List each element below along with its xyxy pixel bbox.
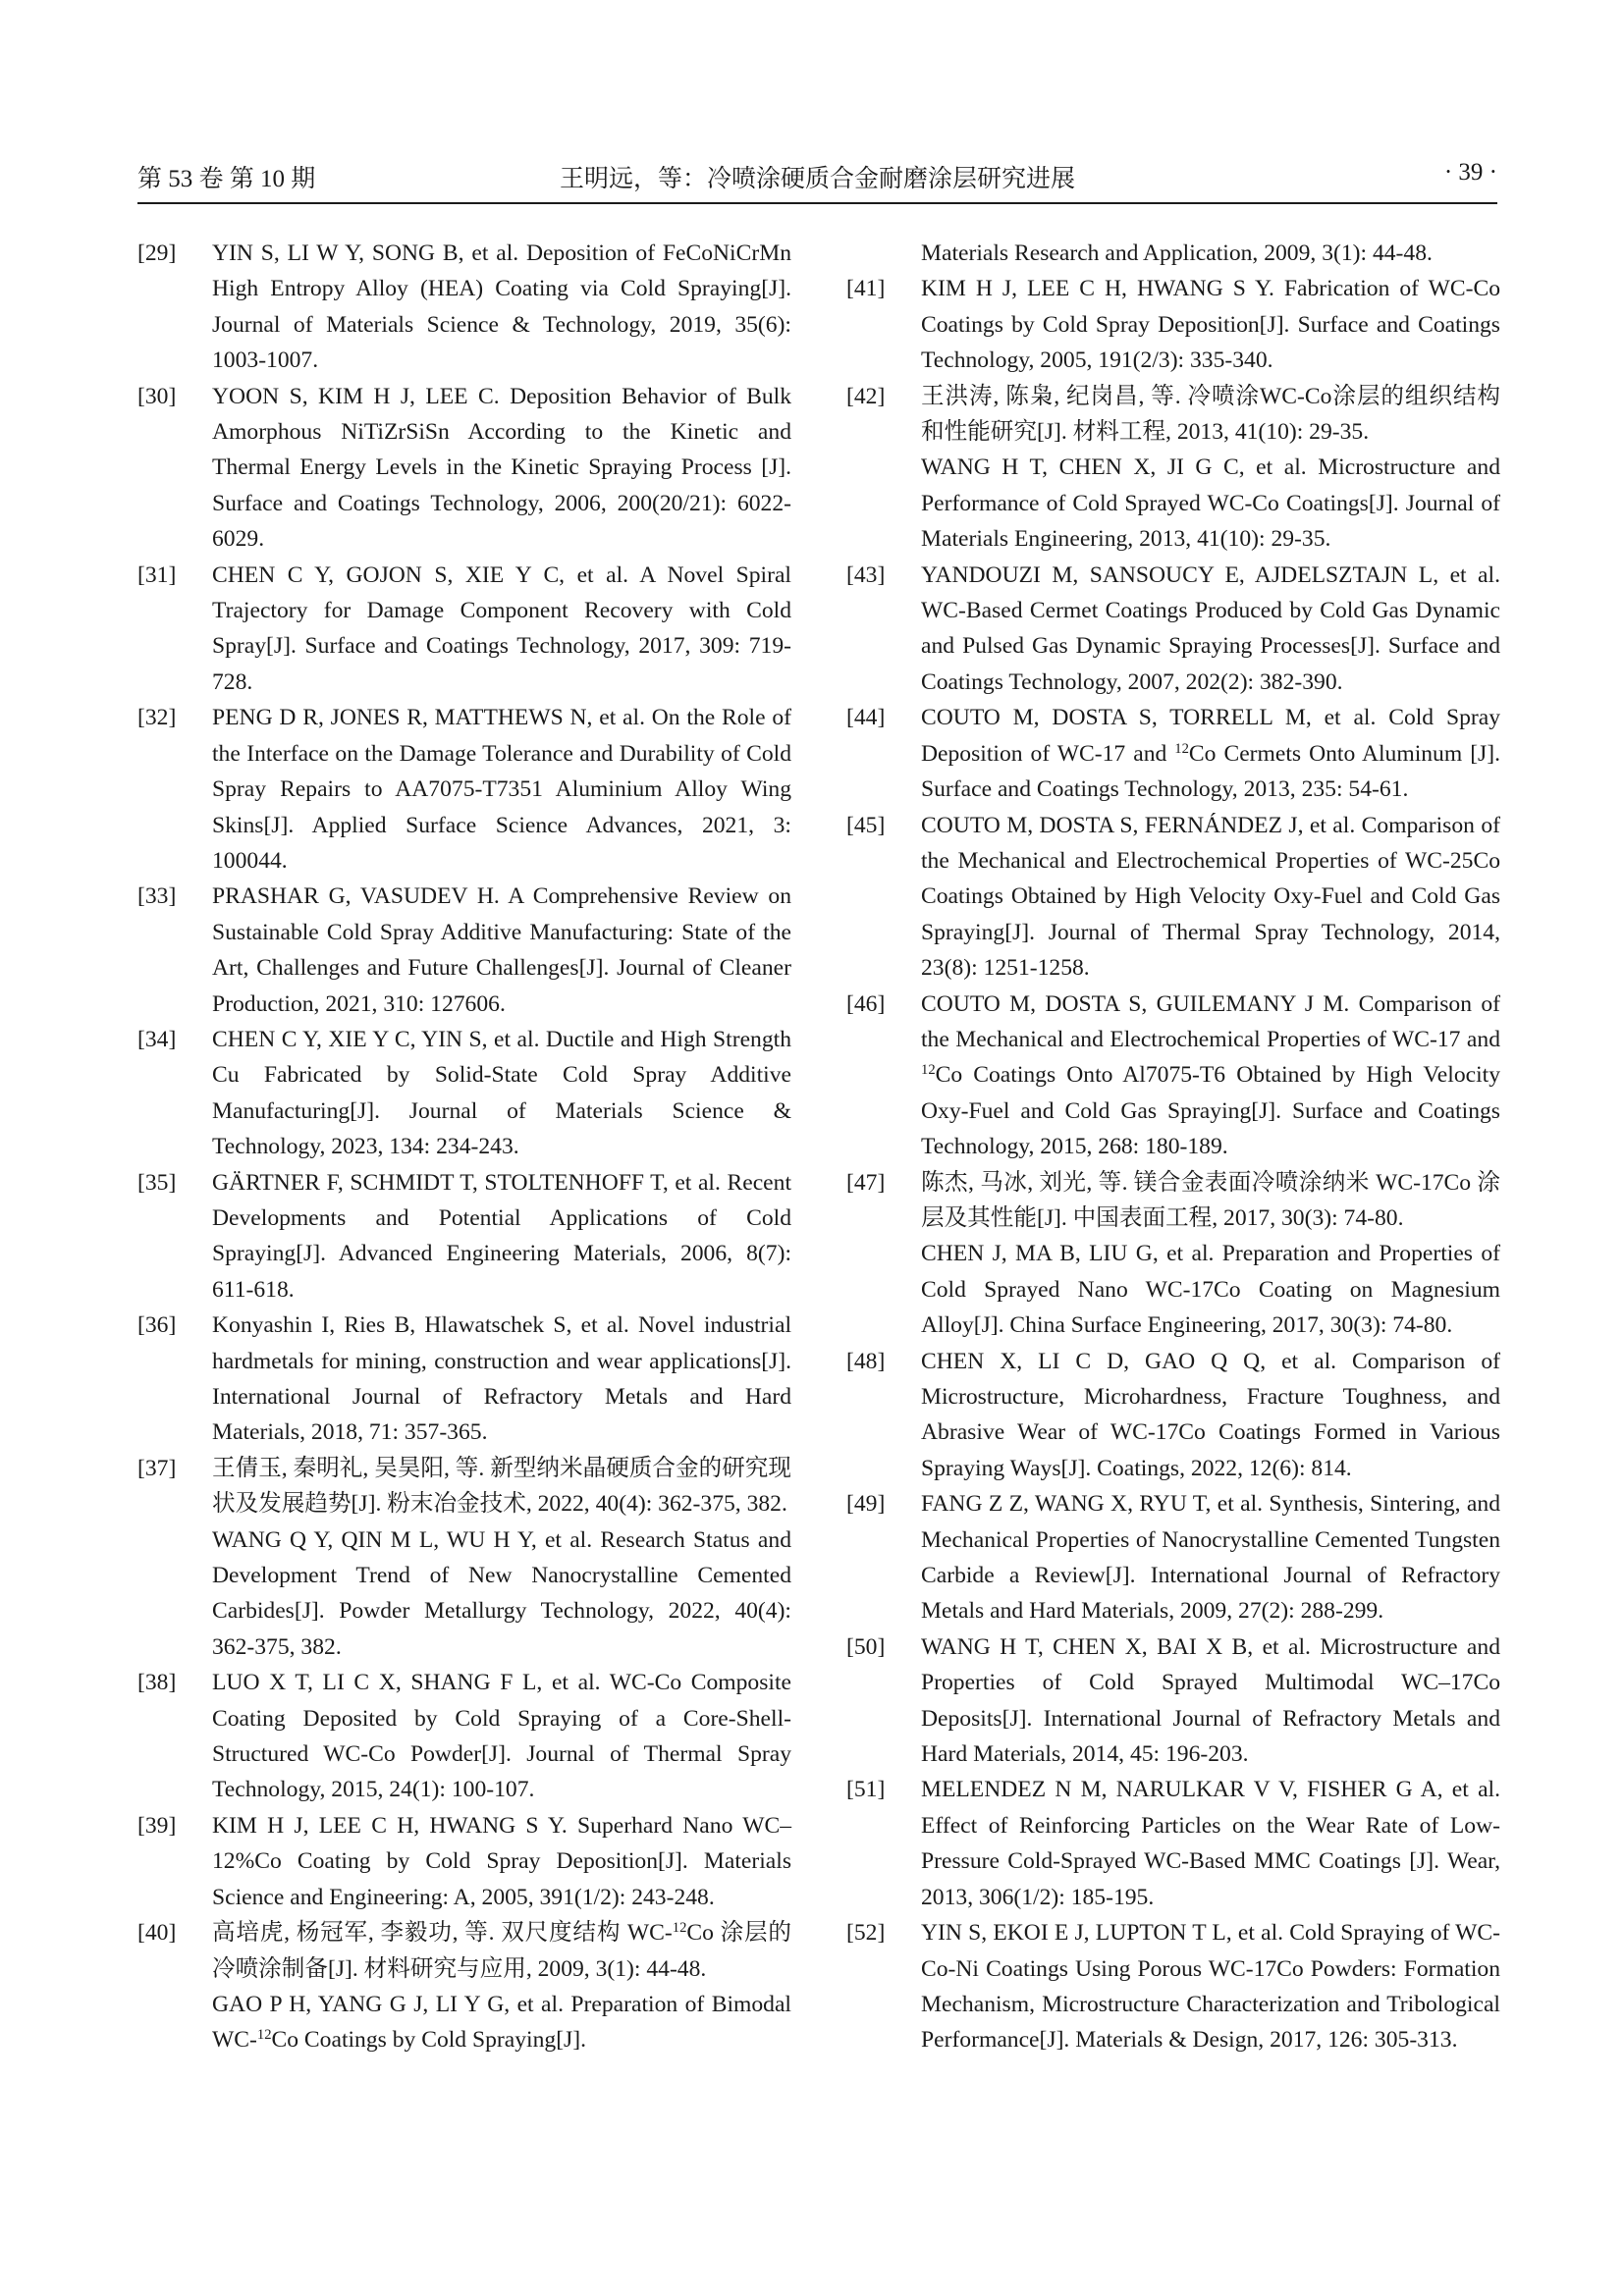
text-segment: Co Coatings Onto Al7075-T6 Obtained by High Velocity Oxy-Fuel and Cold Gas Spraying[J]. Surface and Coatings Technology, 2015, 268: 180-189. [921,1062,1500,1160]
reference-number: [31] [137,561,177,588]
reference-number: [35] [137,1169,177,1196]
reference-column-left [137,236,791,2058]
reference-45 [846,808,1500,987]
reference-text: COUTO M, DOSTA S, FERNÁNDEZ J, et al. Comparison of the Mechanical and Electrochemical Properties of WC-25Co Coatings Obtained by High Velocity Oxy-Fuel and Cold Gas Spraying[J]. Journal of Thermal Spray Technology, 2014, 23(8): 1251-1258. [921,812,1500,982]
reference-number: [32] [137,705,177,731]
superscript: 12 [672,1920,687,1937]
reference-number: [52] [846,1920,886,1947]
reference-number: [51] [846,1777,886,1803]
reference-38 [137,1665,791,1808]
reference-text: GÄRTNER F, SCHMIDT T, STOLTENHOFF T, et al. Recent Developments and Potential Applications of Cold Spraying[J]. Advanced Engineering Materials, 2006, 8(7): 611-618. [212,1169,791,1303]
reference-35 [137,1165,791,1308]
reference-number: [33] [137,883,177,910]
reference-52 [846,1915,1500,2058]
superscript: 12 [1174,740,1189,757]
reference-text: KIM H J, LEE C H, HWANG S Y. Fabrication of WC-Co Coatings by Cold Spray Deposition[J]. Surface and Coatings Technology, 2005, 191(2/3): 335-340. [921,276,1500,374]
reference-42 [846,379,1500,558]
reference-33 [137,879,791,1022]
reference-number: [50] [846,1633,886,1660]
reference-number: [48] [846,1348,886,1374]
reference-text: FANG Z Z, WANG X, RYU T, et al. Synthesis, Sintering, and Mechanical Properties of Nanocrystalline Cemented Tungsten Carbide a Review[J]. International Journal of Refractory Metals and Hard Materials, 2009, 27(2): 288-299. [921,1491,1500,1625]
reference-number: [46] [846,990,886,1017]
reference-text: YIN S, LI W Y, SONG B, et al. Deposition of FeCoNiCrMn High Entropy Alloy (HEA) Coating via Cold Spraying[J]. Journal of Materials Science & Technology, 2019, 35(6): 1003-1007. [212,240,791,374]
reference-number: [40] [137,1920,177,1947]
reference-text-chinese: 王倩玉, 秦明礼, 吴昊阳, 等. 新型纳米晶硬质合金的研究现状及发展趋势[J]. 粉末冶金技术, 2022, 40(4): 362-375, 382. [212,1455,791,1518]
text-segment: 高培虎, 杨冠军, 李毅功, 等. 双尺度结构 WC- [212,1920,673,1947]
reference-text: MELENDEZ N M, NARULKAR V V, FISHER G A, et al. Effect of Reinforcing Particles on the Wear Rate of Low-Pressure Cold-Sprayed WC-Based MMC Coatings [J]. Wear, 2013, 306(1/2): 185-195. [921,1777,1500,1910]
reference-text [921,700,1500,807]
reference-text: LUO X T, LI C X, SHANG F L, et al. WC-Co Composite Coating Deposited by Cold Spraying of a Core-Shell-Structured WC-Co Powder[J]. Journal of Thermal Spray Technology, 2015, 24(1): 100-107. [212,1670,791,1803]
reference-text-english: CHEN J, MA B, LIU G, et al. Preparation and Properties of Cold Sprayed Nano WC-17Co Coating on Magnesium Alloy[J]. China Surface Engineering, 2017, 30(3): 74-80. [921,1241,1500,1339]
reference-41 [846,271,1500,378]
reference-number: [49] [846,1491,886,1518]
reference-number: [44] [846,705,886,731]
reference-text-chinese: 王洪涛, 陈枭, 纪岗昌, 等. 冷喷涂WC-Co涂层的组织结构和性能研究[J]. 材料工程, 2013, 41(10): 29-35. [921,383,1500,446]
reference-31 [137,558,791,701]
text-segment: GAO P H, YANG G J, LI Y G, et al. Preparation of Bimodal WC- [212,1991,791,2054]
reference-49 [846,1486,1500,1629]
text-segment: COUTO M, DOSTA S, TORRELL M, et al. Cold Spray Deposition of WC-17 and [921,705,1500,767]
reference-text-english [212,1987,791,2058]
reference-text: KIM H J, LEE C H, HWANG S Y. Superhard Nano WC–12%Co Coating by Cold Spray Deposition[J]. Materials Science and Engineering: A, 2005, 391(1/2): 243-248. [212,1812,791,1910]
reference-text-english: WANG Q Y, QIN M L, WU H Y, et al. Research Status and Development Trend of New Nanocrystalline Cemented Carbides[J]. Powder Metallurgy Technology, 2022, 40(4): 362-375, 382. [212,1526,791,1660]
reference-number: [39] [137,1812,177,1839]
reference-text: CHEN X, LI C D, GAO Q Q, et al. Comparison of Microstructure, Microhardness, Fracture Toughness, and Abrasive Wear of WC-17Co Coatings Formed in Various Spraying Ways[J]. Coatings, 2022, 12(6): 814. [921,1348,1500,1481]
reference-29 [137,236,791,379]
reference-37 [137,1451,791,1665]
superscript: 12 [256,2027,272,2044]
reference-text: YIN S, EKOI E J, LUPTON T L, et al. Cold Spraying of WC-Co-Ni Coatings Using Porous WC-17Co Powders: Formation Mechanism, Microstructure Characterization and Tribological Performance[J]. Materials & Design, 2017, 126: 305-313. [921,1920,1500,2054]
reference-text-chinese: 陈杰, 马冰, 刘光, 等. 镁合金表面冷喷涂纳米 WC-17Co 涂层及其性能[J]. 中国表面工程, 2017, 30(3): 74-80. [921,1169,1500,1231]
superscript: 12 [921,1062,936,1079]
text-segment: Co Cermets Onto Aluminum [J]. Surface and Coatings Technology, 2013, 235: 54-61. [921,740,1500,803]
reference-number: [37] [137,1455,177,1481]
reference-47 [846,1165,1500,1344]
reference-48 [846,1344,1500,1487]
reference-number: [43] [846,561,886,588]
page-number: · 39 · [1443,159,1497,186]
reference-number: [34] [137,1026,177,1052]
reference-36 [137,1308,791,1451]
reference-text: CHEN C Y, XIE Y C, YIN S, et al. Ductile and High Strength Cu Fabricated by Solid-State Cold Spray Additive Manufacturing[J]. Journal of Materials Science & Technology, 2023, 134: 234-243. [212,1026,791,1160]
reference-51 [846,1772,1500,1915]
text-segment: COUTO M, DOSTA S, GUILEMANY J M. Comparison of the Mechanical and Electrochemical Properties of WC-17 and [921,990,1500,1052]
reference-column-right [846,236,1500,2058]
reference-number: [36] [137,1312,177,1339]
reference-32 [137,700,791,879]
reference-text-english: WANG H T, CHEN X, JI G C, et al. Microstructure and Performance of Cold Sprayed WC-Co Coatings[J]. Journal of Materials Engineering, 2013, 41(10): 29-35. [921,454,1500,553]
reference-text: YANDOUZI M, SANSOUCY E, AJDELSZTAJN L, et al. WC-Based Cermet Coatings Produced by Cold Gas Dynamic and Pulsed Gas Dynamic Spraying Processes[J]. Surface and Coatings Technology, 2007, 202(2): 382-390. [921,561,1500,695]
reference-number: [42] [846,383,886,409]
reference-text: Materials Research and Application, 2009, 3(1): 44-48. [921,240,1433,266]
reference-43 [846,558,1500,701]
reference-50 [846,1629,1500,1773]
reference-34 [137,1022,791,1165]
volume-issue: 第 53 卷 第 10 期 [137,166,316,192]
reference-text: Konyashin I, Ries B, Hlawatschek S, et al. Novel industrial hardmetals for mining, construction and wear applications[J]. International Journal of Refractory Metals and Hard Materials, 2018, 71: 357-365. [212,1312,791,1446]
reference-number: [30] [137,383,177,409]
reference-text [921,987,1500,1165]
reference-44 [846,700,1500,807]
reference-number: [38] [137,1670,177,1696]
text-segment: Co Coatings by Cold Spraying[J]. [271,2027,586,2054]
reference-46 [846,987,1500,1165]
reference-text: CHEN C Y, GOJON S, XIE Y C, et al. A Novel Spiral Trajectory for Damage Component Recovery with Cold Spray[J]. Surface and Coatings Technology, 2017, 309: 719-728. [212,561,791,695]
running-header [137,147,1497,204]
reference-text: PENG D R, JONES R, MATTHEWS N, et al. On the Role of the Interface on the Damage Tolerance and Durability of Cold Spray Repairs to AA7075-T7351 Aluminium Alloy Wing Skins[J]. Applied Surface Science Advances, 2021, 3: 100044. [212,705,791,874]
text-segment: Co 涂层的冷喷涂制备[J]. 材料研究与应用, 2009, 3(1): 44-48. [212,1920,791,1982]
reference-text: WANG H T, CHEN X, BAI X B, et al. Microstructure and Properties of Cold Sprayed Multimodal WC–17Co Deposits[J]. International Journal of Refractory Metals and Hard Materials, 2014, 45: 196-203. [921,1633,1500,1768]
reference-number: [45] [846,812,886,838]
reference-30 [137,379,791,558]
reference-text: PRASHAR G, VASUDEV H. A Comprehensive Review on Sustainable Cold Spray Additive Manufacturing: State of the Art, Challenges and Future Challenges[J]. Journal of Cleaner Production, 2021, 310: 127606. [212,883,791,1017]
reference-text-chinese [212,1915,791,1987]
reference-number: [41] [846,276,886,302]
reference-number: [47] [846,1169,886,1196]
reference-number: [29] [137,240,177,266]
reference-40 [137,1915,791,2058]
article-title: 王明远，等：冷喷涂硬质合金耐磨涂层研究进展 [559,166,1075,192]
reference-39 [137,1808,791,1915]
reference-40-continued [846,236,1500,271]
reference-text: YOON S, KIM H J, LEE C. Deposition Behavior of Bulk Amorphous NiTiZrSiSn According to the Kinetic and Thermal Energy Levels in the Kinetic Spraying Process [J]. Surface and Coatings Technology, 2006, 200(20/21): 6022-6029. [212,383,791,553]
